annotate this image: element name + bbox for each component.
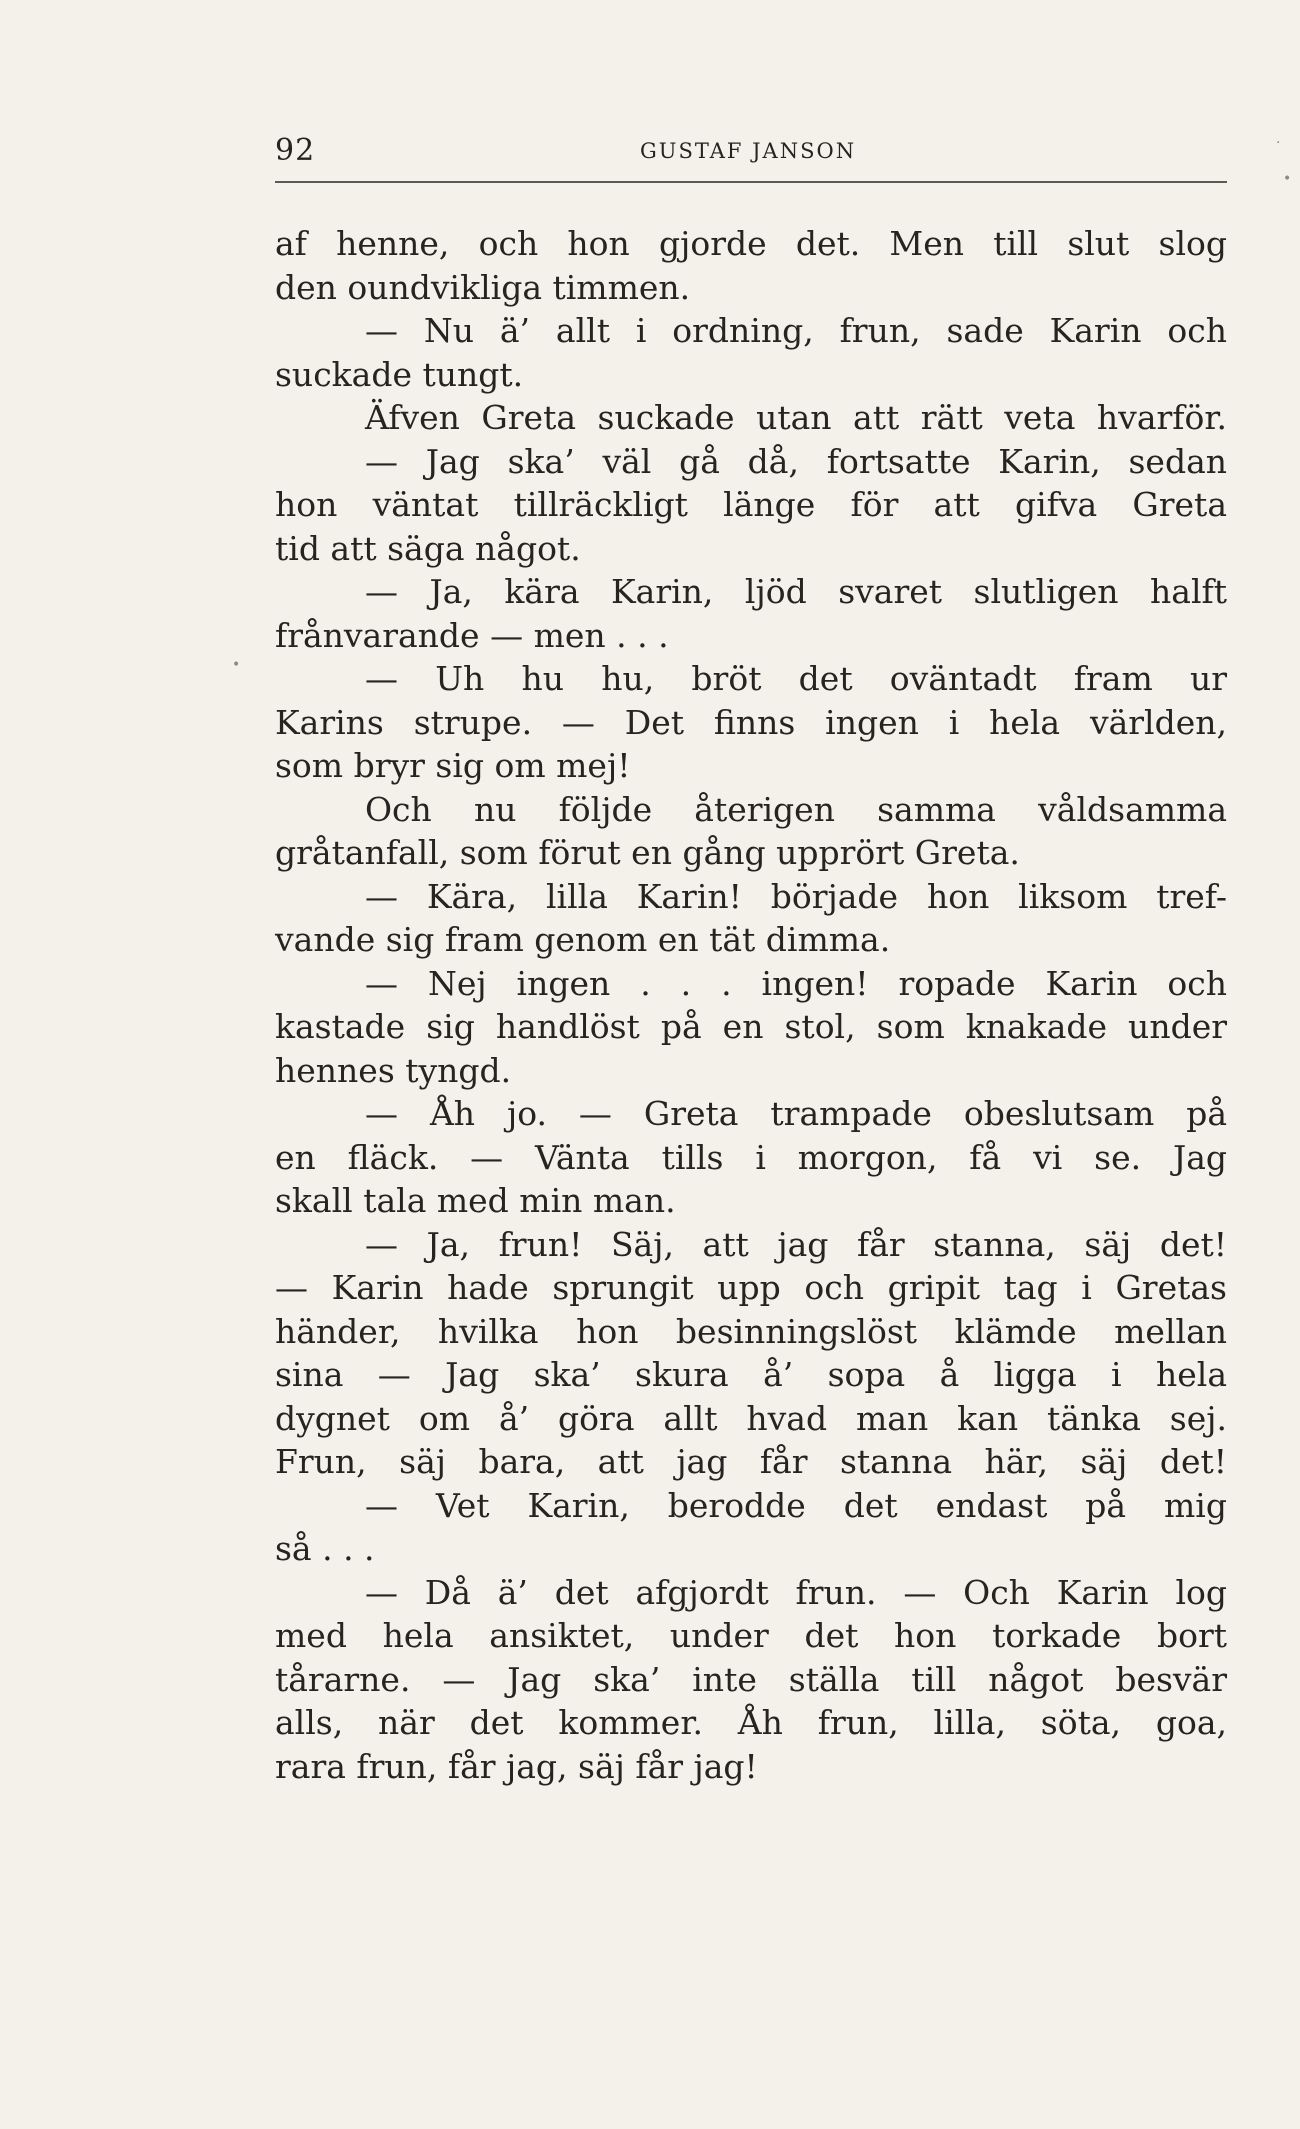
text-line: — Nej ingen . . . ingen! ropade Karin och (365, 963, 1227, 1003)
scan-speck: • (1283, 171, 1292, 187)
text-line: — Uh hu hu, bröt det oväntadt fram ur (365, 659, 1227, 698)
scan-speck: • (232, 657, 241, 673)
body-text (275, 222, 1227, 1788)
text-line: — Då ä’ det afgjordt frun. — Och Karin log (365, 1572, 1227, 1612)
text-line: kastade sig handlöst på en stol, som knakade under (275, 1007, 1227, 1046)
text-line: som bryr sig om mej! (275, 746, 631, 785)
text-line: — Ja, kära Karin, ljöd svaret slutligen halft (365, 572, 1227, 611)
text-line: tid att säga något. (275, 528, 581, 568)
text-line: — Nu ä’ allt i ordning, frun, sade Karin och (365, 311, 1227, 350)
text-line: — Jag ska’ väl gå då, fortsatte Karin, sedan (365, 441, 1227, 481)
text-line: tårarne. — Jag ska’ inte ställa till något besvär (275, 1659, 1227, 1699)
text-line: — Kära, lilla Karin! började hon liksom tref- (365, 876, 1227, 916)
text-line: Karins strupe. — Det finns ingen i hela världen, (275, 702, 1227, 742)
text-line: vande sig fram genom en tät dimma. (275, 920, 891, 959)
text-line: hennes tyngd. (275, 1050, 512, 1090)
text-line: — Ja, frun! Säj, att jag får stanna, säj det! (365, 1224, 1227, 1264)
text-line: så . . . (275, 1529, 375, 1568)
text-line: gråtanfall, som förut en gång upprört Greta. (275, 833, 1020, 872)
text-line: frånvarande — men . . . (275, 615, 669, 655)
text-line: den oundvikliga timmen. (275, 267, 691, 307)
page-header (275, 130, 1227, 172)
text-line: af henne, och hon gjorde det. Men till slut slog (275, 224, 1227, 263)
text-line: med hela ansiktet, under det hon torkade bort (275, 1616, 1227, 1655)
text-line: — Åh jo. — Greta trampade obeslutsam på (365, 1094, 1227, 1133)
text-line: en fläck. — Vänta tills i morgon, få vi se. Jag (275, 1137, 1227, 1177)
text-line: Frun, säj bara, att jag får stanna här, säj det! (275, 1442, 1227, 1481)
text-line: dygnet om å’ göra allt hvad man kan tänka sej. (275, 1398, 1227, 1438)
text-line: hon väntat tillräckligt länge för att gifva Greta (275, 485, 1227, 524)
scan-speck: · (1276, 135, 1281, 151)
running-head: GUSTAF JANSON (640, 139, 857, 163)
text-line: alls, när det kommer. Åh frun, lilla, söta, goa, (275, 1703, 1227, 1742)
text-line: händer, hvilka hon besinningslöst klämde mellan (275, 1311, 1227, 1351)
page-number: 92 (275, 133, 316, 168)
text-line: skall tala med min man. (275, 1181, 676, 1220)
text-line: — Vet Karin, berodde det endast på mig (365, 1485, 1227, 1525)
text-line: Äfven Greta suckade utan att rätt veta hvarför. (365, 398, 1227, 437)
text-line: — Karin hade sprungit upp och gripit tag i Gretas (275, 1268, 1227, 1307)
text-line: suckade tungt. (275, 354, 524, 394)
text-line: Och nu följde återigen samma våldsamma (365, 789, 1227, 829)
header-rule (275, 181, 1227, 183)
text-line: rara frun, får jag, säj får jag! (275, 1746, 758, 1786)
text-line: sina — Jag ska’ skura å’ sopa å ligga i hela (275, 1355, 1227, 1394)
